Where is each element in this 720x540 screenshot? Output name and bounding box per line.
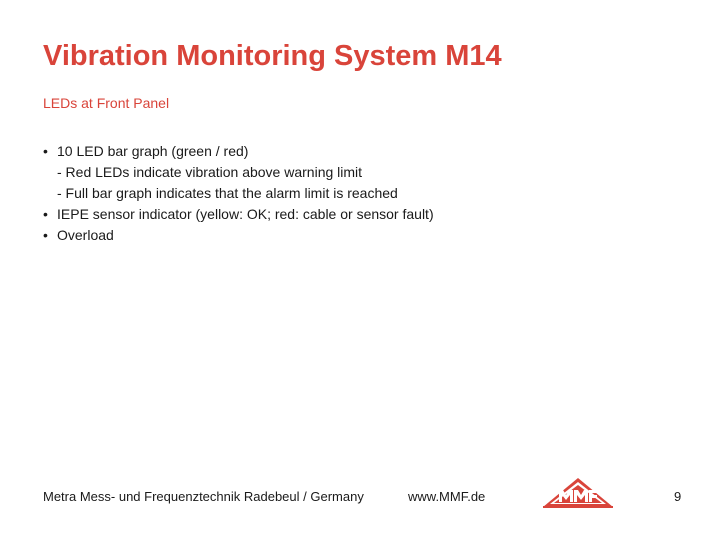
bullet-item	[43, 225, 434, 246]
bullet-item	[43, 141, 434, 204]
bullet-text: IEPE sensor indicator (yellow: OK; red: cable or sensor fault)	[57, 206, 434, 222]
bullet-marker: •	[43, 227, 48, 243]
bullet-item	[43, 204, 434, 225]
bullet-text: Overload	[57, 227, 114, 243]
bullet-text: 10 LED bar graph (green / red)	[57, 143, 249, 159]
bullet-list	[43, 141, 434, 246]
mmf-logo-icon	[541, 476, 615, 510]
footer-url[interactable]: www.MMF.de	[408, 489, 486, 504]
page-number: 9	[674, 489, 682, 504]
sub-bullet-text: - Full bar graph indicates that the alarm limit is reached	[57, 185, 398, 201]
bullet-marker: •	[43, 143, 48, 159]
footer-company: Metra Mess- und Frequenztechnik Radebeul / Germany	[43, 489, 364, 504]
slide-title: Vibration Monitoring System M14	[43, 40, 502, 72]
slide-subtitle: LEDs at Front Panel	[43, 95, 170, 111]
bullet-marker: •	[43, 206, 48, 222]
sub-bullet-text: - Red LEDs indicate vibration above warning limit	[57, 164, 363, 180]
